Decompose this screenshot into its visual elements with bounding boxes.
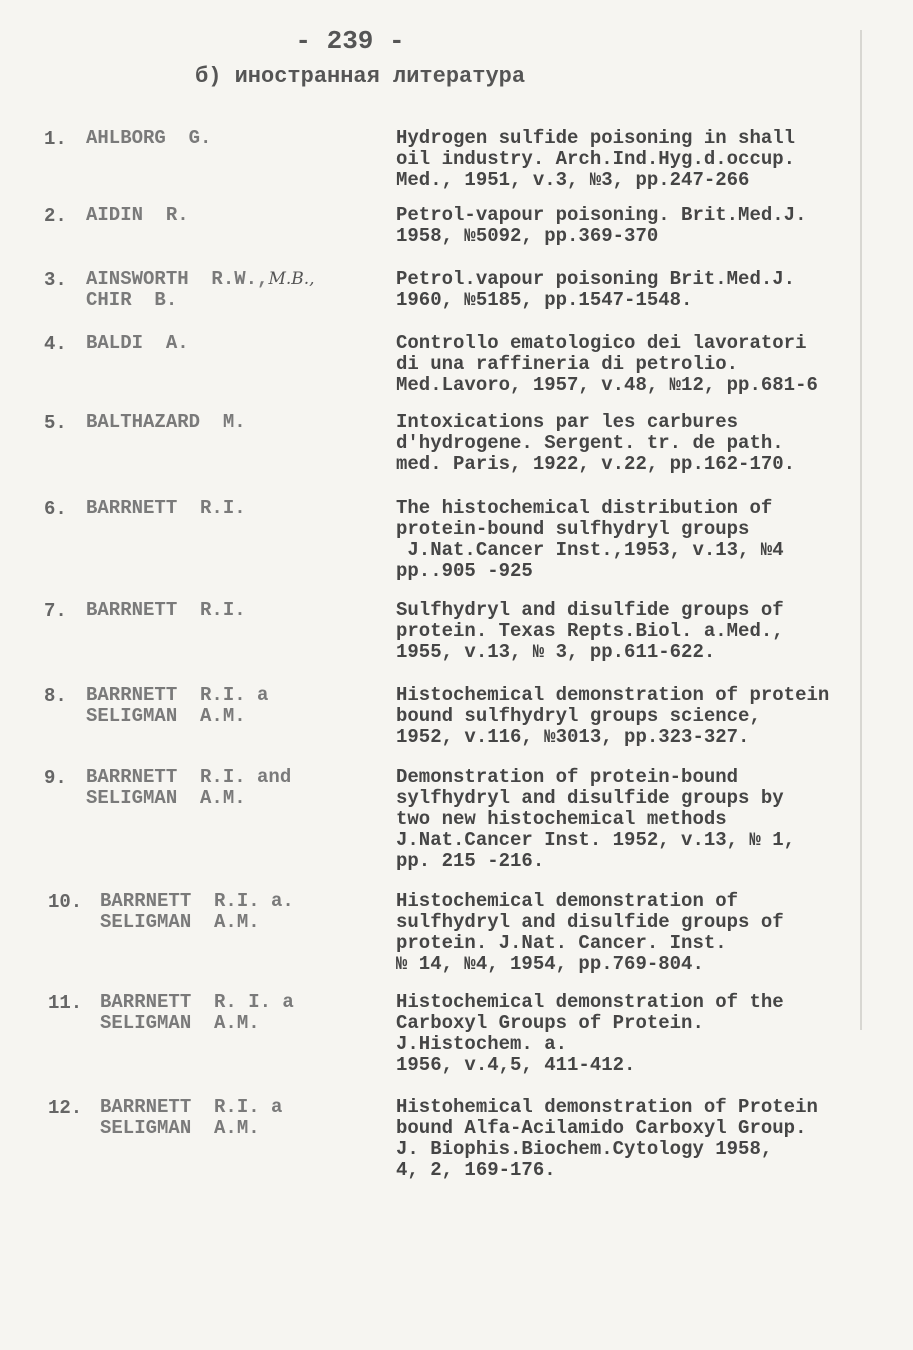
section-title: б) иностранная литература (195, 64, 526, 89)
entry-number: 9. (44, 767, 67, 789)
entry-citation: Hydrogen sulfide poisoning in shall oil industry. Arch.Ind.Hyg.d.occup. Med., 1951, v.3, №3, pp.247-266 (396, 128, 796, 191)
entry-citation: Petrol-vapour poisoning. Brit.Med.J. 1958, №5092, pp.369-370 (396, 205, 807, 247)
entry-citation: Intoxications par les carbures d'hydrogene. Sergent. tr. de path. med. Paris, 1922, v.22, pp.162-170. (396, 412, 796, 475)
entry-authors (86, 269, 315, 311)
entry-citation: Petrol.vapour poisoning Brit.Med.J. 1960, №5185, pp.1547-1548. (396, 269, 796, 311)
page-number: - 239 - (295, 26, 405, 56)
entry-authors: BARRNETT R.I. a SELIGMAN A.M. (86, 684, 269, 727)
entry-authors: AHLBORG G. (86, 127, 212, 149)
entry-authors-line2: CHIR B. (86, 289, 178, 311)
entry-citation: Histochemical demonstration of sulfhydryl and disulfide groups of protein. J.Nat. Cancer. Inst. № 14, №4, 1954, pp.769-804. (396, 891, 784, 975)
entry-citation: Controllo ematologico dei lavoratori di una raffineria di petrolio. Med.Lavoro, 1957, v.48, №12, pp.681-6 (396, 333, 818, 396)
entry-number: 6. (44, 498, 67, 520)
entry-citation: Histochemical demonstration of the Carboxyl Groups of Protein. J.Histochem. a. 1956, v.4,5, 411-412. (396, 992, 784, 1076)
entry-number: 10. (48, 891, 83, 913)
entry-number: 8. (44, 685, 67, 707)
entry-number: 3. (44, 269, 67, 291)
entry-citation: Histohemical demonstration of Protein bound Alfa-Acilamido Carboxyl Group. J. Biophis.Biochem.Cytology 1958, 4, 2, 169-176. (396, 1097, 818, 1181)
entry-authors: BALTHAZARD M. (86, 411, 246, 433)
entry-number: 11. (48, 992, 83, 1014)
entry-citation: The histochemical distribution of protein-bound sulfhydryl groups J.Nat.Cancer Inst.,1953, v.13, №4 pp..905 -925 (396, 498, 784, 582)
entry-authors: BARRNETT R.I. (86, 599, 246, 621)
entry-authors: BARRNETT R. I. a SELIGMAN A.M. (100, 991, 294, 1034)
entry-citation: Histochemical demonstration of protein bound sulfhydryl groups science, 1952, v.116, №3013, pp.323-327. (396, 685, 830, 748)
entry-number: 7. (44, 600, 67, 622)
entry-number: 4. (44, 333, 67, 355)
entry-number: 1. (44, 128, 67, 150)
handwritten-annotation: M.B., (268, 269, 315, 289)
entry-authors-line1: AINSWORTH R.W., (86, 268, 269, 290)
entry-authors: BARRNETT R.I. and SELIGMAN A.M. (86, 766, 292, 809)
entry-authors: BALDI A. (86, 332, 189, 354)
entry-citation: Demonstration of protein-bound sylfhydryl and disulfide groups by two new histochemical methods J.Nat.Cancer Inst. 1952, v.13, № 1, pp. 215 -216. (396, 767, 796, 872)
entry-number: 5. (44, 412, 67, 434)
entry-citation: Sulfhydryl and disulfide groups of protein. Texas Repts.Biol. a.Med., 1955, v.13, № 3, pp.611-622. (396, 600, 784, 663)
entry-authors: BARRNETT R.I. a SELIGMAN A.M. (100, 1096, 283, 1139)
entry-number: 12. (48, 1097, 83, 1119)
entry-authors: BARRNETT R.I. (86, 497, 246, 519)
entry-authors: AIDIN R. (86, 204, 189, 226)
entry-authors: BARRNETT R.I. a. SELIGMAN A.M. (100, 890, 294, 933)
entry-number: 2. (44, 205, 67, 227)
